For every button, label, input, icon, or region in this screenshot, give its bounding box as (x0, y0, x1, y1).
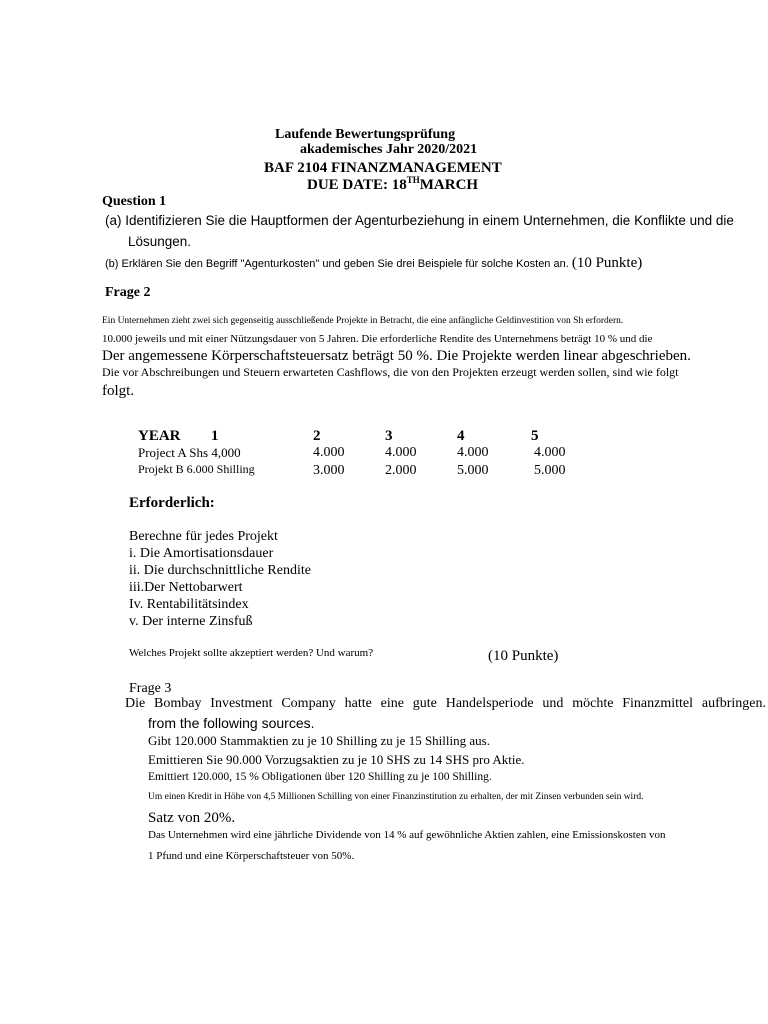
question-1b-text: (b) Erklären Sie den Begriff "Agenturkosten" und geben Sie drei Beispiele für solche Kosten an. (10 Punkte) (105, 255, 643, 271)
table-header-1: 1 (211, 428, 219, 444)
required-item-1: i. Die Amortisationsdauer (129, 546, 274, 561)
question-2-paragraph-line3: Der angemessene Körperschaftsteuersatz beträgt 50 %. Die Projekte werden linear abgeschrieben. (102, 348, 691, 364)
header-title: Laufende Bewertungsprüfung (275, 127, 456, 142)
question-2-points: (10 Punkte) (488, 648, 559, 664)
table-row-b-year4: 5.000 (457, 463, 489, 478)
table-header-5: 5 (531, 428, 539, 444)
required-item-5: v. Der interne Zinsfuß (129, 614, 253, 629)
question-3-source-4: Um einen Kredit in Höhe von 4,5 Millionen Schilling von einer Finanzinstitution zu erhalten, der mit Zinsen verbunden sein wird. (148, 792, 644, 802)
question-3-source-2: Emittieren Sie 90.000 Vorzugsaktien zu je 10 SHS zu 14 SHS pro Aktie. (148, 752, 525, 767)
question-3-line2: from the following sources. (148, 715, 315, 731)
question-3-source-1: Gibt 120.000 Stammaktien zu je 10 Shilling zu je 15 Shilling aus. (148, 733, 490, 748)
table-row-a-year2: 4.000 (313, 445, 345, 460)
table-row-b-label: Projekt B 6.000 Shilling (138, 462, 255, 476)
question-3-line1: Die Bombay Investment Company hatte eine gute Handelsperiode und möchte Finanzmittel aufbringen. (125, 696, 766, 711)
question-2-closing: Welches Projekt sollte akzeptiert werden? Und warum? (129, 647, 374, 659)
required-item-3: iii.Der Nettobarwert (129, 580, 243, 595)
question-1a-line2: Lösungen. (128, 234, 192, 249)
table-row-a-year5: 4.000 (534, 445, 566, 460)
question-1a-line1: (a) Identifizieren Sie die Hauptformen der Agenturbeziehung in einem Unternehmen, die Konflikte und die (105, 213, 734, 228)
question-2-paragraph-line5: folgt. (102, 383, 135, 399)
question-3-rate: Satz von 20%. (148, 810, 236, 826)
header-academic-year: akademisches Jahr 2020/2021 (300, 142, 478, 157)
table-header-4: 4 (457, 428, 465, 444)
question-1-title: Question 1 (102, 194, 167, 209)
table-row-a-label: Project A Shs 4,000 (138, 445, 241, 460)
required-item-4: Iv. Rentabilitätsindex (129, 597, 249, 612)
question-3-source-3: Emittiert 120.000, 15 % Obligationen über 120 Shilling zu je 100 Shilling. (148, 771, 492, 783)
question-2-paragraph-line2: 10.000 jeweils und mit einer Nützungsdauer von 5 Jahren. Die erforderliche Rendite des Unternehmens beträgt 10 % und die (102, 333, 653, 345)
table-row-a-year3: 4.000 (385, 445, 417, 460)
question-3-dividend-line2: 1 Pfund und eine Körperschaftsteuer von 50%. (148, 850, 355, 862)
table-row-a-year4: 4.000 (457, 445, 489, 460)
header-due-date: DUE DATE: 18THMARCH (307, 175, 479, 193)
header-course: BAF 2104 FINANZMANAGEMENT (264, 160, 502, 176)
question-2-title: Frage 2 (105, 285, 151, 300)
required-heading: Erforderlich: (129, 495, 215, 511)
required-item-2: ii. Die durchschnittliche Rendite (129, 563, 311, 578)
table-row-b-year5: 5.000 (534, 463, 566, 478)
required-intro: Berechne für jedes Projekt (129, 529, 278, 544)
table-row-b-year3: 2.000 (385, 463, 417, 478)
question-2-paragraph-line4: Die vor Abschreibungen und Steuern erwarteten Cashflows, die von den Projekten erzeugt werden sollen, sind wie folgt (102, 365, 679, 379)
table-row-b-year2: 3.000 (313, 463, 345, 478)
question-3-dividend-line1: Das Unternehmen wird eine jährliche Dividende von 14 % auf gewöhnliche Aktien zahlen, eine Emissionskosten von (148, 829, 666, 841)
table-header-2: 2 (313, 428, 321, 444)
question-3-title: Frage 3 (129, 681, 172, 696)
table-header-3: 3 (385, 428, 393, 444)
table-header-year: YEAR (138, 428, 181, 444)
question-2-paragraph-line1: Ein Unternehmen zieht zwei sich gegenseitig ausschließende Projekte in Betracht, die eine anfängliche Geldinvestition von Sh erfordern. (102, 316, 624, 326)
question-1-points: (10 Punkte) (571, 255, 643, 271)
